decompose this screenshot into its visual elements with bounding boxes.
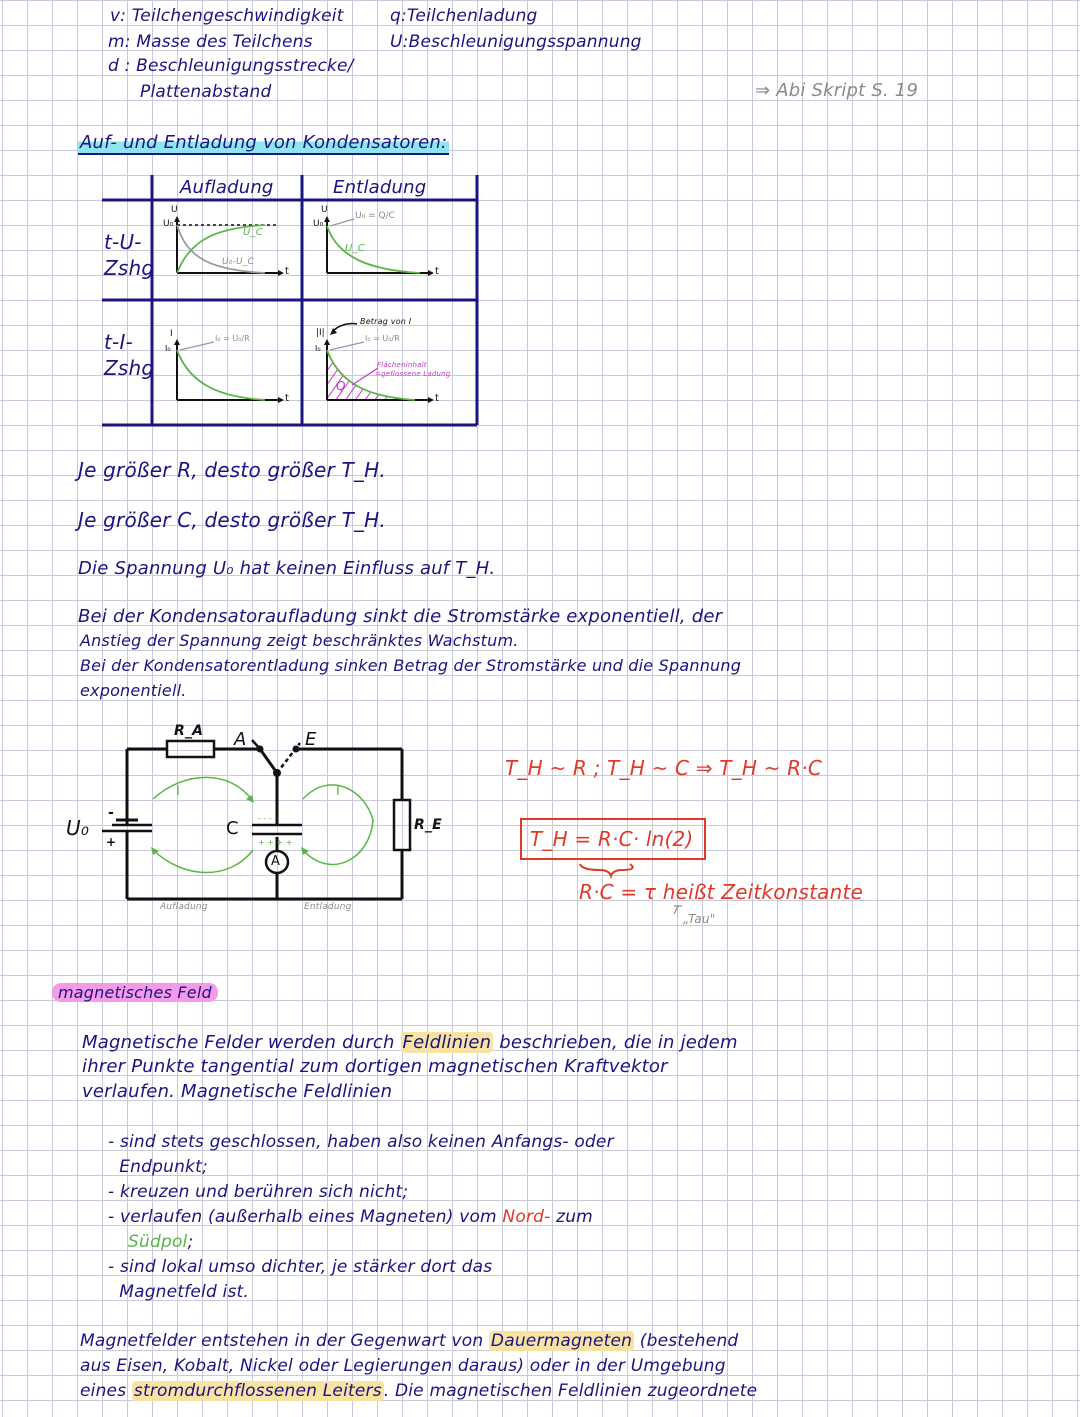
annotation-betrag-von-i: Betrag von I	[360, 317, 412, 326]
bullet-4-line-2: Magnetfeld ist.	[108, 1282, 249, 1302]
text: eines	[80, 1381, 132, 1401]
switch-label-e: E	[305, 729, 317, 750]
ammeter-label: A	[271, 854, 280, 869]
circuit-label-plus: +	[106, 835, 117, 849]
axis-label-t: t	[435, 393, 439, 404]
paragraph-line-4: exponentiell.	[80, 681, 187, 700]
axis-label-i: I	[170, 329, 173, 339]
definition-d-cont: Plattenabstand	[140, 82, 272, 102]
table-header-aufladung: Aufladung	[180, 177, 274, 198]
circuit-label-u0: U₀	[66, 816, 90, 840]
closing-line-3	[80, 1383, 757, 1400]
paragraph-line-3: Bei der Kondensatorentladung sinken Betrag der Stromstärke und die Spannung	[80, 656, 742, 675]
curve-label-u0-uc: U₀-U_C	[222, 257, 255, 267]
text: (bestehend	[634, 1331, 739, 1351]
annotation-u0-qc: U₀ = Q/C	[355, 211, 395, 221]
circuit-caption-charge: Aufladung	[160, 902, 208, 912]
text: beschrieben, die in jedem	[493, 1032, 738, 1053]
row-header-tu-2: Zshg	[104, 256, 155, 280]
text: zum	[550, 1207, 593, 1227]
def-symbol: m:	[108, 32, 131, 52]
text: - verlaufen (außerhalb eines Magneten) vom	[108, 1207, 503, 1227]
closing-line-1	[80, 1333, 738, 1350]
axis-label-u0: U₀	[313, 219, 324, 229]
def-text: Teilchenladung	[406, 6, 538, 26]
formula-half-life: T_H = R·C· ln(2)	[530, 827, 694, 851]
def-symbol: q:	[390, 6, 407, 26]
axis-label-t: t	[285, 393, 289, 404]
statement-c: Je größer C, desto größer T_H.	[78, 508, 386, 532]
bullet-1-line-1: - sind stets geschlossen, haben also keinen Anfangs- oder	[108, 1132, 614, 1152]
svg-text:- - - -: - - - -	[258, 814, 278, 823]
formula-proportionality: T_H ~ R ; T_H ~ C ⇒ T_H ~ R·C	[505, 756, 822, 780]
axis-label-t: t	[435, 266, 439, 277]
def-symbol: d :	[108, 56, 131, 76]
table-header-entladung: Entladung	[333, 177, 427, 198]
title-text: Auf- und Entladung von Kondensatoren:	[80, 132, 448, 153]
area-note-1: Flächeninhalt	[377, 361, 427, 369]
annotation-i0: I₀ = U₀/R	[365, 334, 400, 343]
formula-tau: R·C = τ heißt Zeitkonstante	[579, 880, 864, 904]
intro-line-3: verlaufen. Magnetische Feldlinien	[82, 1081, 393, 1102]
switch-label-a: A	[234, 729, 247, 750]
text: Magnetfelder entstehen in der Gegenwart von	[80, 1331, 489, 1351]
curve-label-uc: U_C	[243, 227, 263, 238]
curve-label-uc: U_C	[345, 243, 365, 254]
def-text: Beschleunigungsstrecke/	[136, 56, 354, 76]
highlight-feldlinien: Feldlinien	[402, 1032, 492, 1053]
title-text: magnetisches Feld	[52, 983, 218, 1002]
circuit-label-ra: R_A	[174, 723, 204, 739]
bullet-3-line-1	[108, 1209, 593, 1226]
def-symbol: v:	[110, 6, 127, 26]
north-pole-text: Nord-	[502, 1207, 551, 1227]
closing-line-2: aus Eisen, Kobalt, Nickel oder Legierungen daraus) oder in der Umgebung	[80, 1356, 726, 1376]
axis-label-i0: I₀	[315, 344, 321, 353]
circuit-label-minus: -	[108, 805, 114, 821]
def-symbol: U:	[390, 32, 409, 52]
axis-label-abs-i: |I|	[316, 328, 325, 338]
bullet-3-line-2	[128, 1234, 193, 1251]
area-note-2: =geflossene Ladung	[375, 370, 451, 378]
def-text: Masse des Teilchens	[136, 32, 313, 52]
bullet-4-line-1: - sind lokal umso dichter, je stärker dort das	[108, 1257, 493, 1277]
text: . Die magnetischen Feldlinien zugeordnete	[383, 1381, 758, 1401]
intro-line-1	[82, 1034, 738, 1052]
south-pole-text: Südpol	[128, 1232, 188, 1252]
paragraph-line-1: Bei der Kondensatoraufladung sinkt die Stromstärke exponentiell, der	[78, 606, 723, 627]
bullet-2: - kreuzen und berühren sich nicht;	[108, 1182, 409, 1202]
row-header-ti-2: Zshg	[104, 356, 155, 380]
capacitor-label-c: C	[226, 818, 239, 839]
def-text: Beschleunigungsspannung	[408, 32, 642, 52]
reference-note: ⇒ Abi Skript S. 19	[755, 80, 919, 101]
current-label-i-right: I	[336, 784, 340, 799]
row-header-ti-1: t-I-	[104, 330, 133, 354]
axis-label-t: t	[285, 266, 289, 277]
tau-note: „Tau"	[683, 912, 716, 926]
svg-text:+ + + +: + + + +	[258, 838, 293, 847]
statement-r: Je größer R, desto größer T_H.	[78, 458, 386, 482]
axis-label-u: U	[171, 205, 178, 215]
axis-label-u: U	[321, 205, 328, 215]
highlight-dauermagneten: Dauermagneten	[490, 1331, 633, 1351]
highlight-leiter: stromdurchflossenen Leiters	[133, 1381, 382, 1401]
text: Magnetische Felder werden durch	[82, 1032, 401, 1053]
area-label-q: Q	[336, 379, 346, 393]
annotation-i0: I₀ = U₀/R	[215, 334, 250, 343]
current-label-i-left: I	[176, 784, 180, 799]
row-header-tu-1: t-U-	[104, 230, 142, 254]
def-text: Teilchengeschwindigkeit	[131, 6, 344, 26]
text: ;	[187, 1232, 194, 1252]
intro-line-2: ihrer Punkte tangential zum dortigen magnetischen Kraftvektor	[82, 1056, 668, 1077]
statement-u0: Die Spannung U₀ hat keinen Einfluss auf T_H.	[78, 558, 496, 579]
bullet-1-line-2: Endpunkt;	[108, 1157, 208, 1177]
paragraph-line-2: Anstieg der Spannung zeigt beschränktes Wachstum.	[80, 631, 519, 650]
section-title-magnetic	[52, 985, 218, 1001]
axis-label-i0: I₀	[165, 344, 171, 353]
circuit-caption-discharge: Entladung	[304, 902, 352, 912]
circuit-label-re: R_E	[414, 817, 442, 833]
axis-label-u0: U₀	[163, 219, 174, 229]
